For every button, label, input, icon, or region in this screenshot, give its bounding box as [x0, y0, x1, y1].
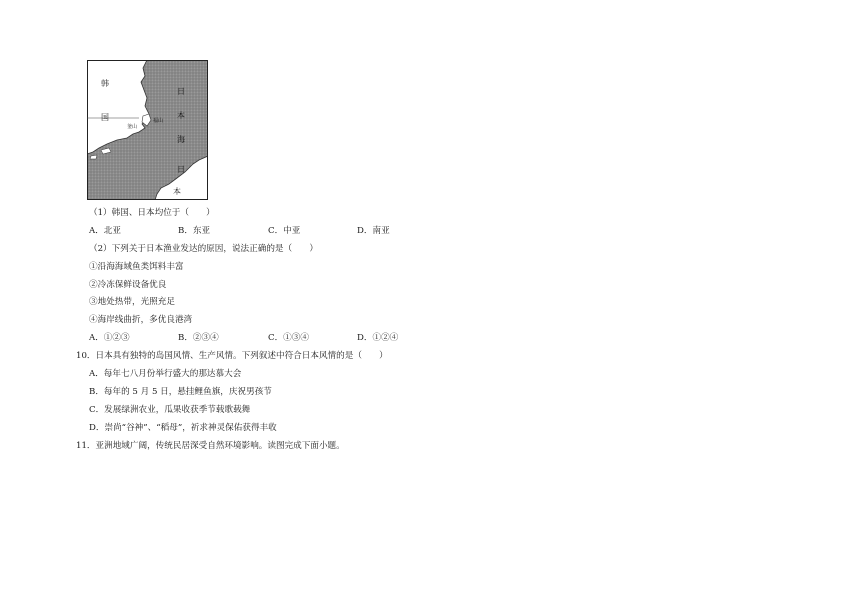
- question-9-2-option-c: C．①③④: [268, 333, 309, 343]
- question-9-2-stem: （2）下列关于日本渔业发达的原因，说法正确的是（ ）: [89, 244, 318, 254]
- statement-2: ②冷冻保鲜设备优良: [89, 280, 167, 290]
- map-label-japan-1: 日: [177, 165, 185, 174]
- question-9-1-option-d: D．南亚: [357, 226, 390, 236]
- question-9-2-option-a: A．①②③: [89, 333, 130, 343]
- question-10-option-c: C．发展绿洲农业，瓜果收获季节载歌载舞: [89, 405, 251, 415]
- map-figure: [87, 60, 208, 200]
- map-label-busan: 釜山: [127, 124, 138, 130]
- question-10-option-b: B．每年的 5 月 5 日，悬挂鲤鱼旗，庆祝男孩节: [89, 387, 272, 397]
- map-label-fukuoka: 福山: [153, 118, 164, 124]
- question-9-1-stem: （1）韩国、日本均位于（ ）: [89, 208, 215, 218]
- question-9-2-option-b: B．②③④: [178, 333, 219, 343]
- map-label-sea-3: 海: [177, 135, 185, 144]
- question-9-2-option-d: D．①②④: [357, 333, 399, 343]
- question-9-1-option-a: A．北亚: [89, 226, 121, 236]
- question-10-option-a: A．每年七八月份举行盛大的那达慕大会: [89, 369, 242, 379]
- statement-3: ③地处热带，光照充足: [89, 297, 175, 307]
- question-9-1-option-b: B．东亚: [178, 226, 211, 236]
- map-label-korea-2: 国: [101, 113, 109, 122]
- statement-4: ④海岸线曲折，多优良港湾: [89, 315, 193, 325]
- question-10-stem: 10．日本具有独特的岛国风情、生产风情。下列叙述中符合日本风情的是（ ）: [76, 351, 388, 361]
- map-label-sea-2: 本: [177, 111, 185, 120]
- map-label-korea-1: 韩: [101, 79, 109, 88]
- map-label-sea-1: 日: [177, 87, 185, 96]
- question-10-option-d: D．崇尚“谷神”、“稻母”，祈求神灵保佑获得丰收: [89, 423, 277, 433]
- map-label-japan-2: 本: [173, 187, 181, 196]
- question-9-1-option-c: C．中亚: [268, 226, 301, 236]
- question-11-stem: 11．亚洲地域广阔，传统民居深受自然环境影响。读图完成下面小题。: [76, 441, 345, 451]
- korea-japan-map: [87, 60, 208, 200]
- statement-1: ①沿海海域鱼类饵料丰富: [89, 262, 184, 272]
